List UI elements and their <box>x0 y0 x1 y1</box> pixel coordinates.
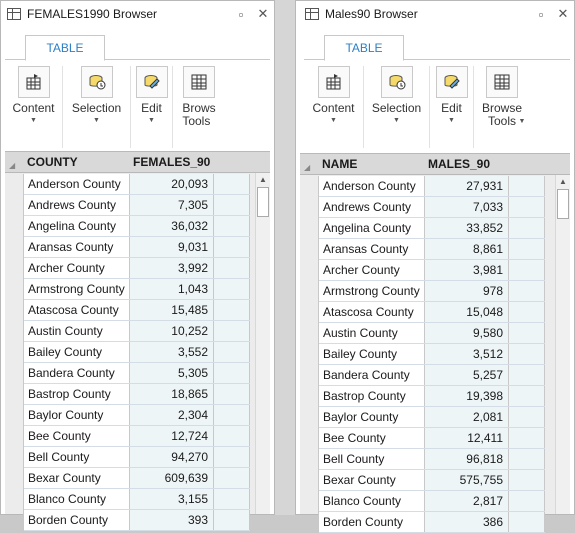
cell-county[interactable]: Archer County <box>319 260 425 280</box>
cell-county[interactable]: Bandera County <box>24 363 130 383</box>
column-header-females-90[interactable]: FEMALES_90 <box>133 155 211 169</box>
title-bar[interactable] <box>296 1 574 27</box>
cell-value[interactable]: 12,411 <box>425 428 509 448</box>
cell-county[interactable]: Armstrong County <box>24 279 130 299</box>
content-icon <box>318 66 350 98</box>
scroll-up-icon[interactable]: ▲ <box>559 177 567 186</box>
table-row[interactable] <box>319 302 545 323</box>
cell-empty <box>509 407 545 427</box>
minimize-button[interactable] <box>530 7 552 22</box>
cell-empty <box>214 468 250 488</box>
browse-tools-icon <box>183 66 215 98</box>
cell-county[interactable]: Borden County <box>24 510 130 530</box>
cell-county[interactable]: Baylor County <box>24 405 130 425</box>
cell-county[interactable]: Andrews County <box>24 195 130 215</box>
cell-value[interactable]: 3,552 <box>130 342 214 362</box>
cell-empty <box>509 197 545 217</box>
table-row[interactable] <box>24 300 250 321</box>
chevron-down-icon: ▼ <box>330 117 337 124</box>
table-row[interactable] <box>24 342 250 363</box>
chevron-down-icon: ▼ <box>148 117 155 124</box>
selection-icon <box>381 66 413 98</box>
table-row[interactable] <box>319 323 545 344</box>
table-row[interactable] <box>319 281 545 302</box>
browse-tools-icon <box>486 66 518 98</box>
cell-empty <box>509 239 545 259</box>
cell-county[interactable]: Austin County <box>319 323 425 343</box>
cell-county[interactable]: Austin County <box>24 321 130 341</box>
content-icon <box>18 66 50 98</box>
table-row[interactable] <box>319 344 545 365</box>
cell-county[interactable]: Anderson County <box>24 174 130 194</box>
cell-empty <box>509 428 545 448</box>
cell-county[interactable]: Bee County <box>24 426 130 446</box>
cell-value[interactable]: 2,304 <box>130 405 214 425</box>
cell-empty <box>509 218 545 238</box>
window-title: Males90 Browser <box>325 7 418 21</box>
cell-county[interactable]: Angelina County <box>24 216 130 236</box>
females-browser-window <box>0 0 275 527</box>
ribbon-groups <box>5 60 270 148</box>
cell-value[interactable]: 18,865 <box>130 384 214 404</box>
cell-county[interactable]: Angelina County <box>319 218 425 238</box>
cell-value[interactable]: 9,580 <box>425 323 509 343</box>
cell-county[interactable]: Bailey County <box>319 344 425 364</box>
table-row[interactable] <box>24 237 250 258</box>
cell-county[interactable]: Atascosa County <box>319 302 425 322</box>
chevron-down-icon: ▼ <box>518 118 526 125</box>
cell-county[interactable]: Bastrop County <box>319 386 425 406</box>
cell-value[interactable]: 8,861 <box>425 239 509 259</box>
table-row[interactable] <box>319 197 545 218</box>
cell-empty <box>214 258 250 278</box>
chevron-down-icon: ▼ <box>448 117 455 124</box>
cell-empty <box>509 260 545 280</box>
cell-county[interactable]: Bastrop County <box>24 384 130 404</box>
table-row[interactable] <box>24 363 250 384</box>
minimize-button[interactable] <box>230 7 252 22</box>
cell-empty <box>509 365 545 385</box>
cell-empty <box>509 512 545 532</box>
cell-empty <box>214 216 250 236</box>
ribbon-groups <box>304 60 570 148</box>
tab-table[interactable]: TABLE <box>324 35 404 61</box>
cell-empty <box>214 342 250 362</box>
scroll-up-icon[interactable]: ▲ <box>259 175 267 184</box>
edit-button[interactable] <box>131 66 173 148</box>
table-row[interactable] <box>24 447 250 468</box>
cell-empty <box>214 447 250 467</box>
edit-label: Edit <box>141 101 162 115</box>
grid-header <box>300 154 570 175</box>
cell-value[interactable]: 20,093 <box>130 174 214 194</box>
grid-header <box>5 152 270 173</box>
cell-value[interactable]: 386 <box>425 512 509 532</box>
browse-tools-button[interactable] <box>474 66 530 148</box>
table-row[interactable] <box>24 174 250 195</box>
cell-county[interactable]: Aransas County <box>319 239 425 259</box>
scroll-thumb[interactable] <box>257 187 269 217</box>
tab-table[interactable]: TABLE <box>25 35 105 61</box>
table-row[interactable] <box>24 468 250 489</box>
cell-value[interactable]: 3,512 <box>425 344 509 364</box>
cell-value[interactable]: 575,755 <box>425 470 509 490</box>
selection-button[interactable] <box>63 66 131 148</box>
grid-body <box>23 174 250 531</box>
cell-empty <box>214 384 250 404</box>
table-row[interactable] <box>319 407 545 428</box>
cell-county[interactable]: Archer County <box>24 258 130 278</box>
cell-value[interactable]: 33,852 <box>425 218 509 238</box>
selection-label: Selection <box>71 101 122 115</box>
edit-label: Edit <box>441 101 462 115</box>
males-browser-window <box>295 0 575 529</box>
cell-empty <box>509 491 545 511</box>
table-row[interactable] <box>24 216 250 237</box>
table-row[interactable] <box>24 258 250 279</box>
cell-value[interactable]: 96,818 <box>425 449 509 469</box>
cell-empty <box>509 344 545 364</box>
content-button[interactable] <box>304 66 364 148</box>
cell-value[interactable]: 3,155 <box>130 489 214 509</box>
cell-value[interactable]: 1,043 <box>130 279 214 299</box>
select-all-corner[interactable]: ◢ <box>9 160 16 170</box>
cell-county[interactable]: Bexar County <box>24 468 130 488</box>
cell-county[interactable]: Bell County <box>319 449 425 469</box>
cell-empty <box>509 386 545 406</box>
browse-tools-label: Browse Tools <box>481 101 522 128</box>
table-row[interactable] <box>24 405 250 426</box>
cell-county[interactable]: Borden County <box>319 512 425 532</box>
edit-icon <box>136 66 168 98</box>
chevron-down-icon: ▼ <box>393 117 400 124</box>
selection-icon <box>81 66 113 98</box>
cell-empty <box>509 470 545 490</box>
cell-empty <box>214 174 250 194</box>
table-row[interactable] <box>24 489 250 510</box>
column-header-males-90[interactable]: MALES_90 <box>428 157 491 171</box>
cell-empty <box>509 302 545 322</box>
cell-empty <box>214 237 250 257</box>
table-row[interactable] <box>319 260 545 281</box>
close-button[interactable] <box>252 6 274 22</box>
table-row[interactable] <box>24 426 250 447</box>
cell-empty <box>214 300 250 320</box>
table-row[interactable] <box>319 470 545 491</box>
cell-value[interactable]: 3,981 <box>425 260 509 280</box>
cell-value[interactable]: 978 <box>425 281 509 301</box>
table-row[interactable] <box>24 384 250 405</box>
cell-value[interactable]: 36,032 <box>130 216 214 236</box>
table-row[interactable] <box>319 239 545 260</box>
column-header-county[interactable]: COUNTY <box>27 155 78 169</box>
table-row[interactable] <box>24 279 250 300</box>
cell-value[interactable]: 12,724 <box>130 426 214 446</box>
cell-value[interactable]: 5,305 <box>130 363 214 383</box>
table-row[interactable] <box>319 386 545 407</box>
scroll-thumb[interactable] <box>557 189 569 219</box>
ribbon <box>5 27 270 149</box>
cell-value[interactable]: 5,257 <box>425 365 509 385</box>
cell-county[interactable]: Bell County <box>24 447 130 467</box>
vertical-scrollbar[interactable] <box>255 173 270 514</box>
data-grid <box>5 151 270 527</box>
table-row[interactable] <box>319 365 545 386</box>
cell-county[interactable]: Baylor County <box>319 407 425 427</box>
cell-empty <box>214 426 250 446</box>
selection-label: Selection <box>371 101 422 115</box>
cell-county[interactable]: Atascosa County <box>24 300 130 320</box>
chevron-down-icon: ▼ <box>30 117 37 124</box>
table-row[interactable] <box>319 512 545 533</box>
grid-body <box>318 176 545 533</box>
cell-value[interactable]: 7,305 <box>130 195 214 215</box>
table-icon <box>305 8 319 20</box>
table-row[interactable] <box>319 428 545 449</box>
cell-empty <box>214 321 250 341</box>
content-label: Content <box>12 101 55 115</box>
cell-county[interactable]: Bandera County <box>319 365 425 385</box>
cell-county[interactable]: Bailey County <box>24 342 130 362</box>
cell-county[interactable]: Bee County <box>319 428 425 448</box>
content-label: Content <box>312 101 355 115</box>
selection-button[interactable] <box>364 66 430 148</box>
table-row[interactable] <box>24 510 250 531</box>
ribbon-tabs <box>304 27 570 60</box>
table-row[interactable] <box>319 176 545 197</box>
table-row[interactable] <box>319 218 545 239</box>
table-row[interactable] <box>319 491 545 512</box>
cell-value[interactable]: 9,031 <box>130 237 214 257</box>
cell-value[interactable]: 2,817 <box>425 491 509 511</box>
table-icon <box>7 8 21 20</box>
cell-empty <box>509 323 545 343</box>
cell-county[interactable]: Andrews County <box>319 197 425 217</box>
cell-county[interactable]: Bexar County <box>319 470 425 490</box>
cell-county[interactable]: Armstrong County <box>319 281 425 301</box>
table-row[interactable] <box>24 195 250 216</box>
cell-value[interactable]: 15,048 <box>425 302 509 322</box>
cell-value[interactable]: 7,033 <box>425 197 509 217</box>
ribbon-tabs <box>5 27 270 60</box>
cell-empty <box>214 363 250 383</box>
data-grid <box>300 153 570 529</box>
column-header-name[interactable]: NAME <box>322 157 358 171</box>
cell-value[interactable]: 10,252 <box>130 321 214 341</box>
select-all-corner[interactable]: ◢ <box>304 162 311 172</box>
browse-tools-button[interactable] <box>173 66 225 148</box>
close-icon: ✕ <box>557 6 569 21</box>
minimize-icon: ▫ <box>538 6 544 22</box>
browse-tools-label: Brows Tools <box>182 101 216 128</box>
window-gap <box>275 0 295 515</box>
cell-empty <box>509 176 545 196</box>
cell-value[interactable]: 3,992 <box>130 258 214 278</box>
close-button[interactable] <box>552 6 574 22</box>
cell-value[interactable]: 2,081 <box>425 407 509 427</box>
table-row[interactable] <box>24 321 250 342</box>
window-title: FEMALES1990 Browser <box>27 7 158 21</box>
cell-empty <box>509 449 545 469</box>
title-bar[interactable] <box>1 1 274 27</box>
vertical-scrollbar[interactable] <box>555 175 570 514</box>
cell-county[interactable]: Aransas County <box>24 237 130 257</box>
cell-empty <box>214 489 250 509</box>
close-icon: ✕ <box>257 6 269 21</box>
minimize-icon: ▫ <box>238 6 244 22</box>
cell-value[interactable]: 393 <box>130 510 214 530</box>
cell-empty <box>214 510 250 530</box>
edit-icon <box>436 66 468 98</box>
cell-empty <box>509 281 545 301</box>
ribbon <box>304 27 570 149</box>
edit-button[interactable] <box>430 66 474 148</box>
cell-value[interactable]: 27,931 <box>425 176 509 196</box>
cell-value[interactable]: 19,398 <box>425 386 509 406</box>
cell-county[interactable]: Blanco County <box>319 491 425 511</box>
cell-county[interactable]: Anderson County <box>319 176 425 196</box>
cell-empty <box>214 405 250 425</box>
cell-empty <box>214 195 250 215</box>
cell-empty <box>214 279 250 299</box>
cell-value[interactable]: 94,270 <box>130 447 214 467</box>
cell-value[interactable]: 15,485 <box>130 300 214 320</box>
content-button[interactable] <box>5 66 63 148</box>
table-row[interactable] <box>319 449 545 470</box>
cell-county[interactable]: Blanco County <box>24 489 130 509</box>
chevron-down-icon: ▼ <box>93 117 100 124</box>
cell-value[interactable]: 609,639 <box>130 468 214 488</box>
